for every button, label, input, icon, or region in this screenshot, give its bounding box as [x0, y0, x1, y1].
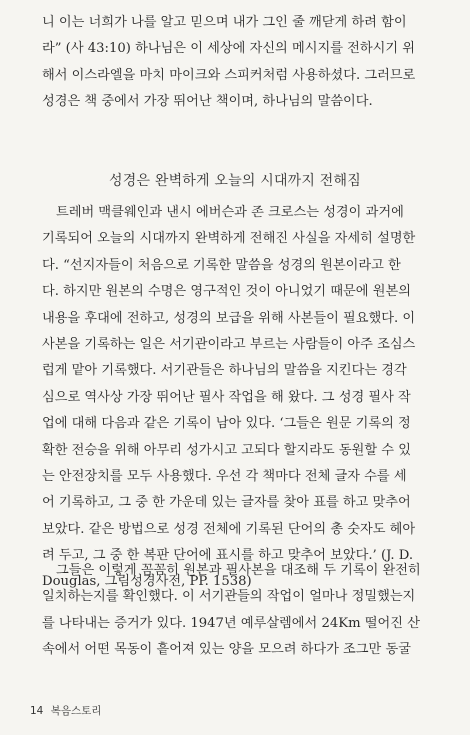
page-number: 14: [30, 705, 44, 717]
text-line: 럽게 맡아 기록했다. 서기관들은 하나님의 말씀을 지킨다는 경각: [42, 363, 407, 379]
text-line: 업에 대해 다음과 같은 기록이 남아 있다. ‘그들은 원문 기록의 정: [42, 416, 411, 432]
text-line: 속에서 어떤 목동이 흩어져 있는 양을 모으려 하다가 조그만 동굴: [42, 642, 411, 658]
text-line: 려 두고, 그 중 한 복판 단어에 표시를 하고 맞추어 보았다.’ (J. D.: [42, 548, 414, 564]
text-line: 다. 하지만 원본의 수명은 영구적인 것이 아니었기 때문에 원본의: [42, 284, 411, 300]
text-line: 다. “선지자들이 처음으로 기록한 말씀을 성경의 원본이라고 한: [42, 257, 401, 273]
text-line: 확한 전승을 위해 아무리 성가시고 고되다 할지라도 동원할 수 있: [42, 442, 411, 458]
text-line: 심으로 역사상 가장 뛰어난 필사 작업을 해 왔다. 그 성경 필사 작: [42, 389, 411, 405]
text-line: 성경은 책 중에서 가장 뛰어난 책이며, 하나님의 말씀이다.: [42, 94, 373, 110]
text-line: 어 기록하고, 그 중 한 가운데 있는 글자를 찾아 표를 하고 맞추어: [42, 495, 411, 511]
text-line: 내용을 후대에 전하고, 성경의 보급을 위해 사본들이 필요했다. 이: [42, 310, 416, 326]
text-line: 니 이는 너희가 나를 알고 믿으며 내가 그인 줄 깨닫게 하려 함이: [42, 15, 407, 30]
text-line: 는 안전장치를 모두 사용했다. 우선 각 책마다 전체 글자 수를 세: [42, 468, 407, 484]
main-paragraph: [42, 200, 436, 596]
text-line: 사본을 기록하는 일은 서기관이라고 부르는 사람들이 아주 조심스: [42, 336, 416, 352]
text-line: 를 나타내는 증거가 있다. 1947년 예루살렘에서 24Km 떨어진 산: [42, 615, 420, 631]
intro-paragraph: [42, 10, 436, 116]
text-line: 보았다. 같은 방법으로 성경 전체에 기록된 단어의 총 숫자도 헤아: [42, 521, 416, 537]
page-footer: [30, 703, 101, 718]
closing-paragraph: [42, 558, 436, 664]
text-line: 일치하는지를 확인했다. 이 서기관들의 작업이 얼마나 정밀했는지: [42, 589, 416, 605]
text-line: 그들은 이렇게 꼼꼼히 원본과 필사본을 대조해 두 기록이 완전히: [56, 563, 421, 578]
text-line: 라” (사 43:10) 하나님은 이 세상에 자신의 메시지를 전하시기 위: [42, 41, 416, 57]
text-line: Douglas, 그림성경사전, PP. 1538): [42, 574, 252, 590]
text-line: 기록되어 오늘의 시대까지 완벽하게 전해진 사실을 자세히 설명한: [42, 231, 416, 247]
text-line: 트레버 맥클웨인과 낸시 에버슨과 존 크로스는 성경이 과거에: [56, 205, 404, 220]
book-title: 복음스토리: [50, 705, 102, 717]
text-line: 해서 이스라엘을 마치 마이크와 스피커처럼 사용하셨다. 그러므로: [42, 67, 416, 83]
section-heading: 성경은 완벽하게 오늘의 시대까지 전해짐: [109, 173, 361, 189]
